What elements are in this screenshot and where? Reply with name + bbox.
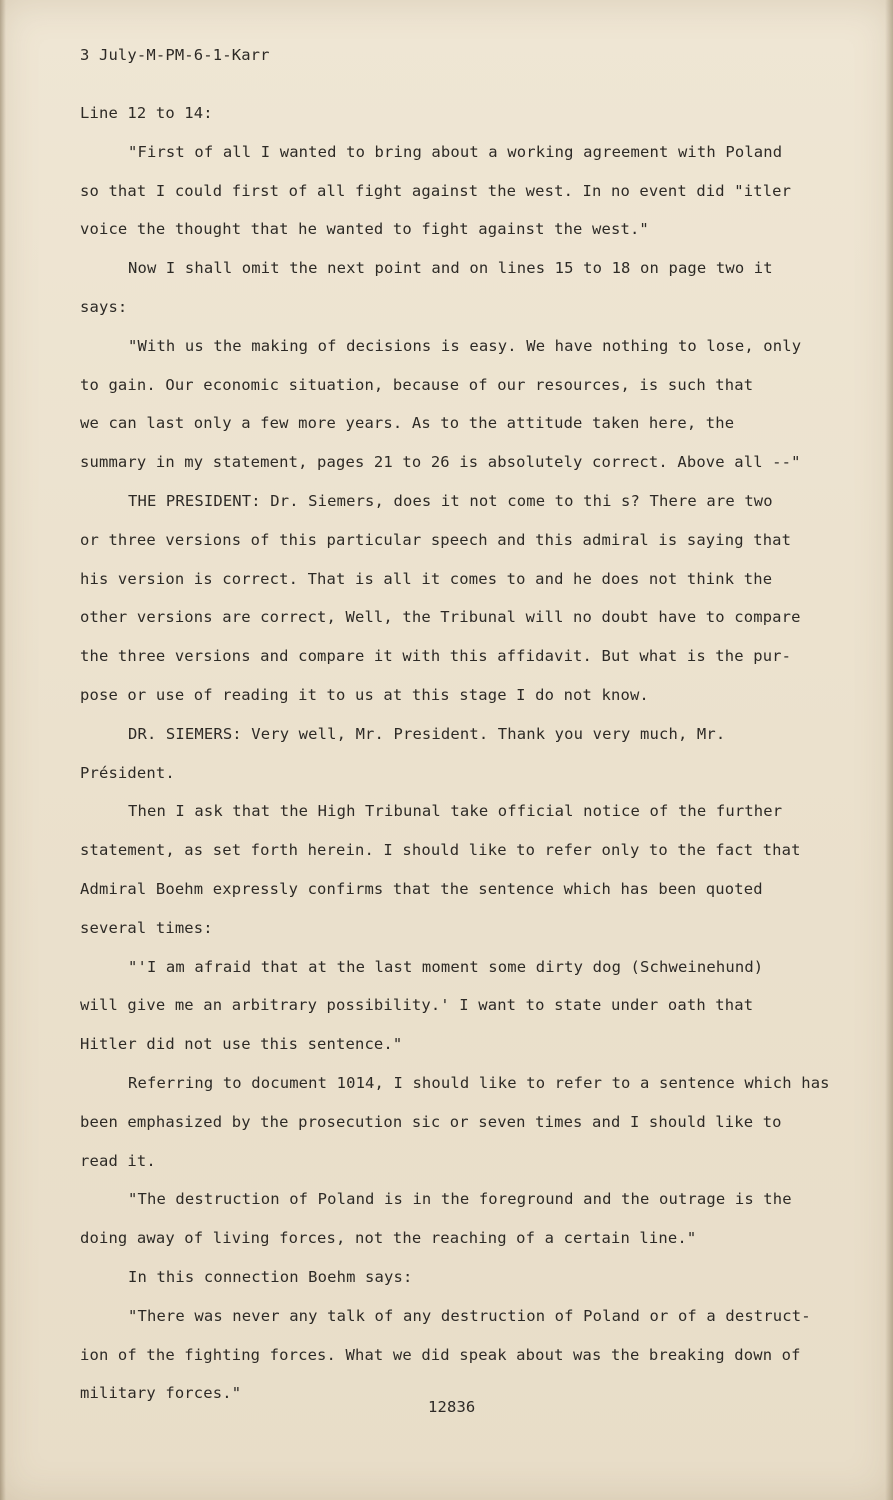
text-line: DR. SIEMERS: Very well, Mr. President. Thank you very much, Mr. <box>128 724 726 743</box>
document-body <box>80 100 840 1419</box>
page-right-edge <box>885 0 893 1500</box>
text-line: pose or use of reading it to us at this stage I do not know. <box>80 685 649 704</box>
text-line: ion of the fighting forces. What we did speak about was the breaking down of <box>80 1345 801 1364</box>
text-line: or three versions of this particular speech and this admiral is saying that <box>80 530 792 549</box>
text-line: "There was never any talk of any destruction of Poland or of a destruct- <box>128 1306 811 1325</box>
text-line: In this connection Boehm says: <box>128 1267 413 1286</box>
text-line: Now I shall omit the next point and on lines 15 to 18 on page two it <box>128 259 773 278</box>
text-line: "First of all I wanted to bring about a working agreement with Poland <box>128 142 783 161</box>
text-line: been emphasized by the prosecution sic or seven times and I should like to <box>80 1112 782 1131</box>
text-line: "With us the making of decisions is easy. We have nothing to lose, only <box>128 336 802 355</box>
text-line: military forces." <box>80 1384 242 1403</box>
text-line: his version is correct. That is all it comes to and he does not think the <box>80 569 773 588</box>
text-line: Hitler did not use this sentence." <box>80 1035 403 1054</box>
text-line: statement, as set forth herein. I should like to refer only to the fact that <box>80 841 801 860</box>
text-line: read it. <box>80 1151 156 1170</box>
text-line: summary in my statement, pages 21 to 26 is absolutely correct. Above all --" <box>80 453 801 472</box>
text-line: several times: <box>80 918 213 937</box>
page-number: 12836 <box>428 1398 476 1416</box>
text-line: will give me an arbitrary possibility.' I want to state under oath that <box>80 996 754 1015</box>
text-line: to gain. Our economic situation, because of our resources, is such that <box>80 375 754 394</box>
text-line: "'I am afraid that at the last moment some dirty dog (Schweinehund) <box>128 957 764 976</box>
text-line: Referring to document 1014, I should like to refer to a sentence which has <box>128 1073 830 1092</box>
text-line: other versions are correct, Well, the Tribunal will no doubt have to compare <box>80 608 801 627</box>
text-line: voice the thought that he wanted to fight against the west." <box>80 220 649 239</box>
text-line: so that I could first of all fight against the west. In no event did "itler <box>80 181 792 200</box>
text-line: Then I ask that the High Tribunal take official notice of the further <box>128 802 783 821</box>
text-line: Line 12 to 14: <box>80 104 213 122</box>
text-line: we can last only a few more years. As to the attitude taken here, the <box>80 414 735 433</box>
text-line: Président. <box>80 763 175 782</box>
text-line: says: <box>80 297 128 316</box>
text-line: Admiral Boehm expressly confirms that the sentence which has been quoted <box>80 879 763 898</box>
text-line: doing away of living forces, not the reaching of a certain line." <box>80 1229 697 1248</box>
text-line: "The destruction of Poland is in the foreground and the outrage is the <box>128 1190 792 1209</box>
document-header: 3 July-M-PM-6-1-Karr <box>80 46 270 64</box>
page-left-edge <box>0 0 6 1500</box>
text-line: the three versions and compare it with this affidavit. But what is the pur- <box>80 647 792 666</box>
text-line: THE PRESIDENT: Dr. Siemers, does it not come to thi s? There are two <box>128 491 773 510</box>
